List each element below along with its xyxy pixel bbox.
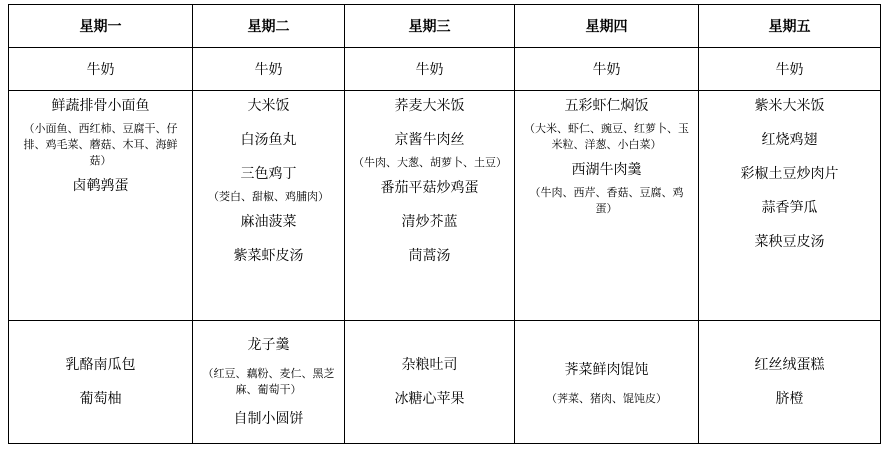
ingredient-note: （小面鱼、西红柿、豆腐干、仔排、鸡毛菜、蘑菇、木耳、海鲜菇）: [23, 122, 178, 167]
dish-name: 紫米大米饭: [754, 98, 825, 114]
ingredient-note: （牛肉、大葱、胡萝卜、土豆）: [353, 156, 507, 169]
dish-name: 番茄平菇炒鸡蛋: [380, 180, 479, 196]
ingredient-note: （红豆、藕粉、麦仁、黑芝麻、葡萄干）: [202, 367, 335, 396]
ingredient-note: （荠菜、猪肉、馄饨皮）: [546, 392, 667, 405]
weekly-menu-table: [8, 4, 881, 444]
dish-name: 茼蒿汤: [408, 248, 451, 264]
dish-name: 自制小圆饼: [233, 411, 304, 427]
header-row: [9, 5, 881, 48]
dish-name: 荠菜鲜肉馄饨: [564, 362, 649, 378]
lunch-row: [9, 91, 881, 321]
lunch-cell-mon: [9, 91, 193, 321]
snack-row: [9, 321, 881, 444]
day-header-fri: 星期五: [699, 5, 881, 48]
snack-cell-mon: [9, 321, 193, 444]
dish-name: 白汤鱼丸: [240, 132, 297, 148]
lunch-cell-thu: [515, 91, 699, 321]
snack-cell-thu: [515, 321, 699, 444]
snack-cell-wed: [345, 321, 515, 444]
dish-name: 大米饭: [247, 98, 290, 114]
dish-name: 五彩虾仁焖饭: [564, 98, 649, 114]
dish-name: 清炒芥蓝: [401, 214, 458, 230]
milk-row: [9, 48, 881, 91]
snack-cell-tue: [193, 321, 345, 444]
milk-cell-thu: 牛奶: [515, 48, 699, 91]
snack-cell-fri: [699, 321, 881, 444]
ingredient-note: （大米、虾仁、豌豆、红萝卜、玉米粒、洋葱、小白菜）: [524, 122, 689, 151]
dish-name: 三色鸡丁: [240, 166, 297, 182]
dish-name: 乳酪南瓜包: [65, 357, 136, 373]
ingredient-note: （茭白、甜椒、鸡脯肉）: [208, 190, 329, 203]
dish-name: 菜秧豆皮汤: [754, 234, 825, 250]
day-header-thu: 星期四: [515, 5, 699, 48]
dish-name: 蒜香笋瓜: [761, 200, 818, 216]
milk-cell-wed: 牛奶: [345, 48, 515, 91]
dish-name: 鲜蔬排骨小面鱼: [51, 98, 150, 114]
dish-name: 西湖牛肉羹: [571, 162, 642, 178]
day-header-mon: 星期一: [9, 5, 193, 48]
dish-name: 红烧鸡翅: [761, 132, 818, 148]
lunch-cell-tue: [193, 91, 345, 321]
dish-name: 卤鹌鹑蛋: [72, 178, 129, 194]
dish-name: 荞麦大米饭: [394, 98, 465, 114]
milk-cell-mon: 牛奶: [9, 48, 193, 91]
dish-name: 杂粮吐司: [401, 357, 458, 373]
lunch-cell-wed: [345, 91, 515, 321]
dish-name: 麻油菠菜: [240, 214, 297, 230]
day-header-wed: 星期三: [345, 5, 515, 48]
ingredient-note: （牛肉、西芹、香菇、豆腐、鸡蛋）: [529, 186, 684, 215]
dish-name: 京酱牛肉丝: [394, 132, 465, 148]
dish-name: 彩椒土豆炒肉片: [740, 166, 839, 182]
day-header-tue: 星期二: [193, 5, 345, 48]
dish-name: 红丝绒蛋糕: [754, 357, 825, 373]
dish-name: 葡萄柚: [79, 391, 122, 407]
dish-name: 冰糖心苹果: [394, 391, 465, 407]
milk-cell-fri: 牛奶: [699, 48, 881, 91]
dish-name: 龙子羹: [247, 337, 290, 353]
lunch-cell-fri: [699, 91, 881, 321]
dish-name: 紫菜虾皮汤: [233, 248, 304, 264]
milk-cell-tue: 牛奶: [193, 48, 345, 91]
dish-name: 脐橙: [775, 391, 804, 407]
